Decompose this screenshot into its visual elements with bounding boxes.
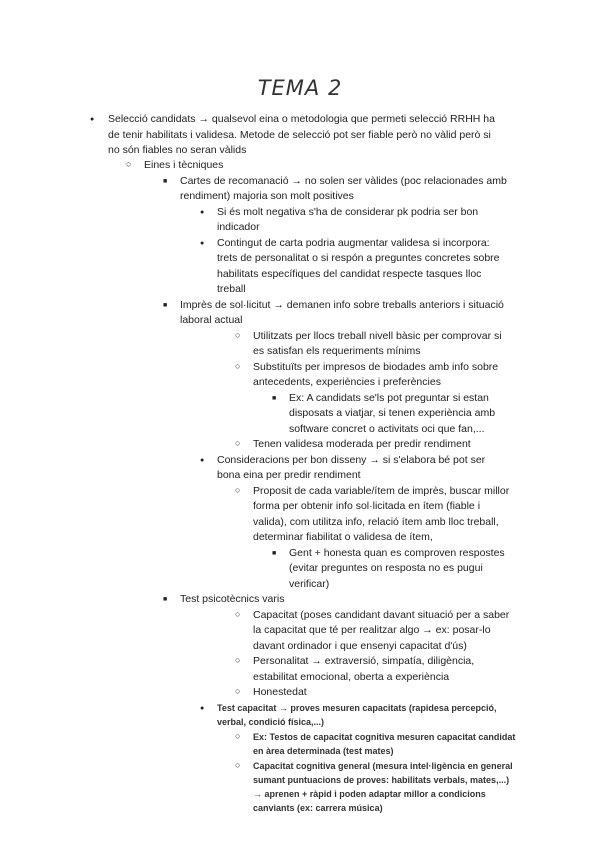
text-line: indicador (217, 221, 260, 233)
text-line: laboral actual (180, 314, 243, 326)
bullet-circle-icon (235, 359, 240, 375)
bullet-square-icon (163, 297, 167, 314)
text-line: Contingut de carta podria augmentar validesa si incorpora: (217, 236, 490, 249)
bullet-circle-icon (235, 436, 240, 452)
text-line: treball (217, 283, 246, 295)
bullet-circle-icon (235, 729, 240, 743)
text-line: Personalitat → extraversió, simpatía, diligència, (253, 655, 475, 667)
text-line: bona eina per predir rendiment (217, 469, 361, 481)
bullet-circle-icon (235, 684, 240, 700)
bullet-dot-icon (200, 452, 204, 469)
text-line: rendiment) majoria son molt positives (180, 190, 354, 202)
page-title: TEMA 2 (257, 76, 343, 100)
text-line: de tenir habilitats i validesa. Metode de selecció pot ser fiable però no vàlid però si (108, 128, 491, 141)
text-line: Cartes de recomanació → no solen ser vàlides (poc relacionades amb (180, 174, 507, 187)
bullet-dot-icon (200, 700, 204, 716)
text-line: sumant puntuacions de proves: habilitats verbals, mates,...) (253, 775, 510, 785)
text-line: Gent + honesta quan es comproven respostes (289, 546, 505, 559)
text-line: (evitar preguntes on resposta no es pugui (289, 562, 483, 574)
bullet-circle-icon (235, 328, 240, 344)
bullet-dot-icon (90, 111, 94, 128)
text-line: Tenen validesa moderada per predir rendiment (253, 438, 471, 450)
text-line: Ex: Testos de capacitat cognitiva mesuren capacitat candidat (253, 732, 516, 742)
text-line: no són fiables no seran vàlids (108, 144, 247, 156)
text-line: software concret o activitats oci que fan,... (289, 422, 485, 435)
text-line: la capacitat que té per realitzar algo → ex: posar-lo (253, 624, 491, 636)
text-line: Capacitat (poses candidant davant situació per a saber (253, 608, 510, 621)
text-line: es satisfan els requeriments mínims (253, 345, 421, 357)
bullet-circle-icon (235, 483, 240, 499)
text-line: antecedents, experiències i preferències (253, 376, 441, 388)
text-line: en àrea determinada (test mates) (253, 746, 394, 756)
bullet-square-icon (163, 173, 167, 190)
text-line: Eines i tècniques (144, 159, 224, 171)
text-line: Test psicotècnics varis (180, 593, 285, 605)
text-line: Honestedat (253, 686, 307, 698)
text-line: → aprenen + ràpid i poden adaptar millor a condicions (253, 789, 486, 799)
text-line: Substituïts per impresos de biodades amb info sobre (253, 360, 499, 373)
text-line: determinar fiabilitat o validesa de ítem, (253, 531, 433, 543)
text-line: Consideracions per bon disseny → si s'elabora bé pot ser (217, 453, 486, 466)
text-line: valida), com utilitza info, relació ítem amb lloc treball, (253, 515, 499, 528)
bullet-square-icon (272, 545, 276, 562)
text-line: trets de personalitat o si respón a preguntes concretes sobre (217, 252, 500, 264)
bullet-circle-icon (235, 653, 240, 669)
text-line: disposats a viatjar, si tenen experiència amb (289, 407, 496, 419)
text-line: davant ordinador i que ensenyi capacitat d'ús) (253, 639, 467, 652)
text-line: estabilitat emocional, oberta a experiència (253, 670, 450, 683)
text-line: Ex: A candidats se'ls pot preguntar si estan (289, 391, 489, 404)
text-line: Selecció candidats → qualsevol eina o metodologia que permeti selecció RRHH ha (108, 113, 495, 125)
bullet-dot-icon (200, 204, 204, 221)
text-line: Test capacitat → proves mesuren capacitats (rapidesa percepció, (217, 703, 497, 713)
bullet-dot-icon (200, 235, 204, 252)
text-line: verbal, condició física,...) (217, 717, 325, 727)
text-line: forma per obtenir info sol·licitada en ítem (fiable i (253, 500, 481, 512)
bullet-square-icon (272, 390, 276, 407)
text-line: Proposit de cada variable/ítem de imprès, buscar millor (253, 484, 510, 497)
text-line: Si és molt negativa s'ha de considerar pk podria ser bon (217, 205, 479, 218)
text-line: Imprès de sol·licitut → demanen info sobre treballs anteriors i situació (180, 298, 504, 311)
bullet-circle-icon (126, 157, 131, 173)
bullet-circle-icon (235, 758, 240, 772)
text-line: verificar) (289, 577, 330, 590)
text-line: habilitats específiques del candidat respecte tasques lloc (217, 267, 482, 280)
text-line: canviants (ex: carrera música) (253, 803, 383, 813)
bullet-circle-icon (235, 607, 240, 623)
bullet-square-icon (163, 591, 167, 608)
text-line: Utilitzats per llocs treball nivell bàsic per comprovar si (253, 329, 502, 342)
text-line: Capacitat cognitiva general (mesura intel·ligència en general (253, 761, 513, 771)
